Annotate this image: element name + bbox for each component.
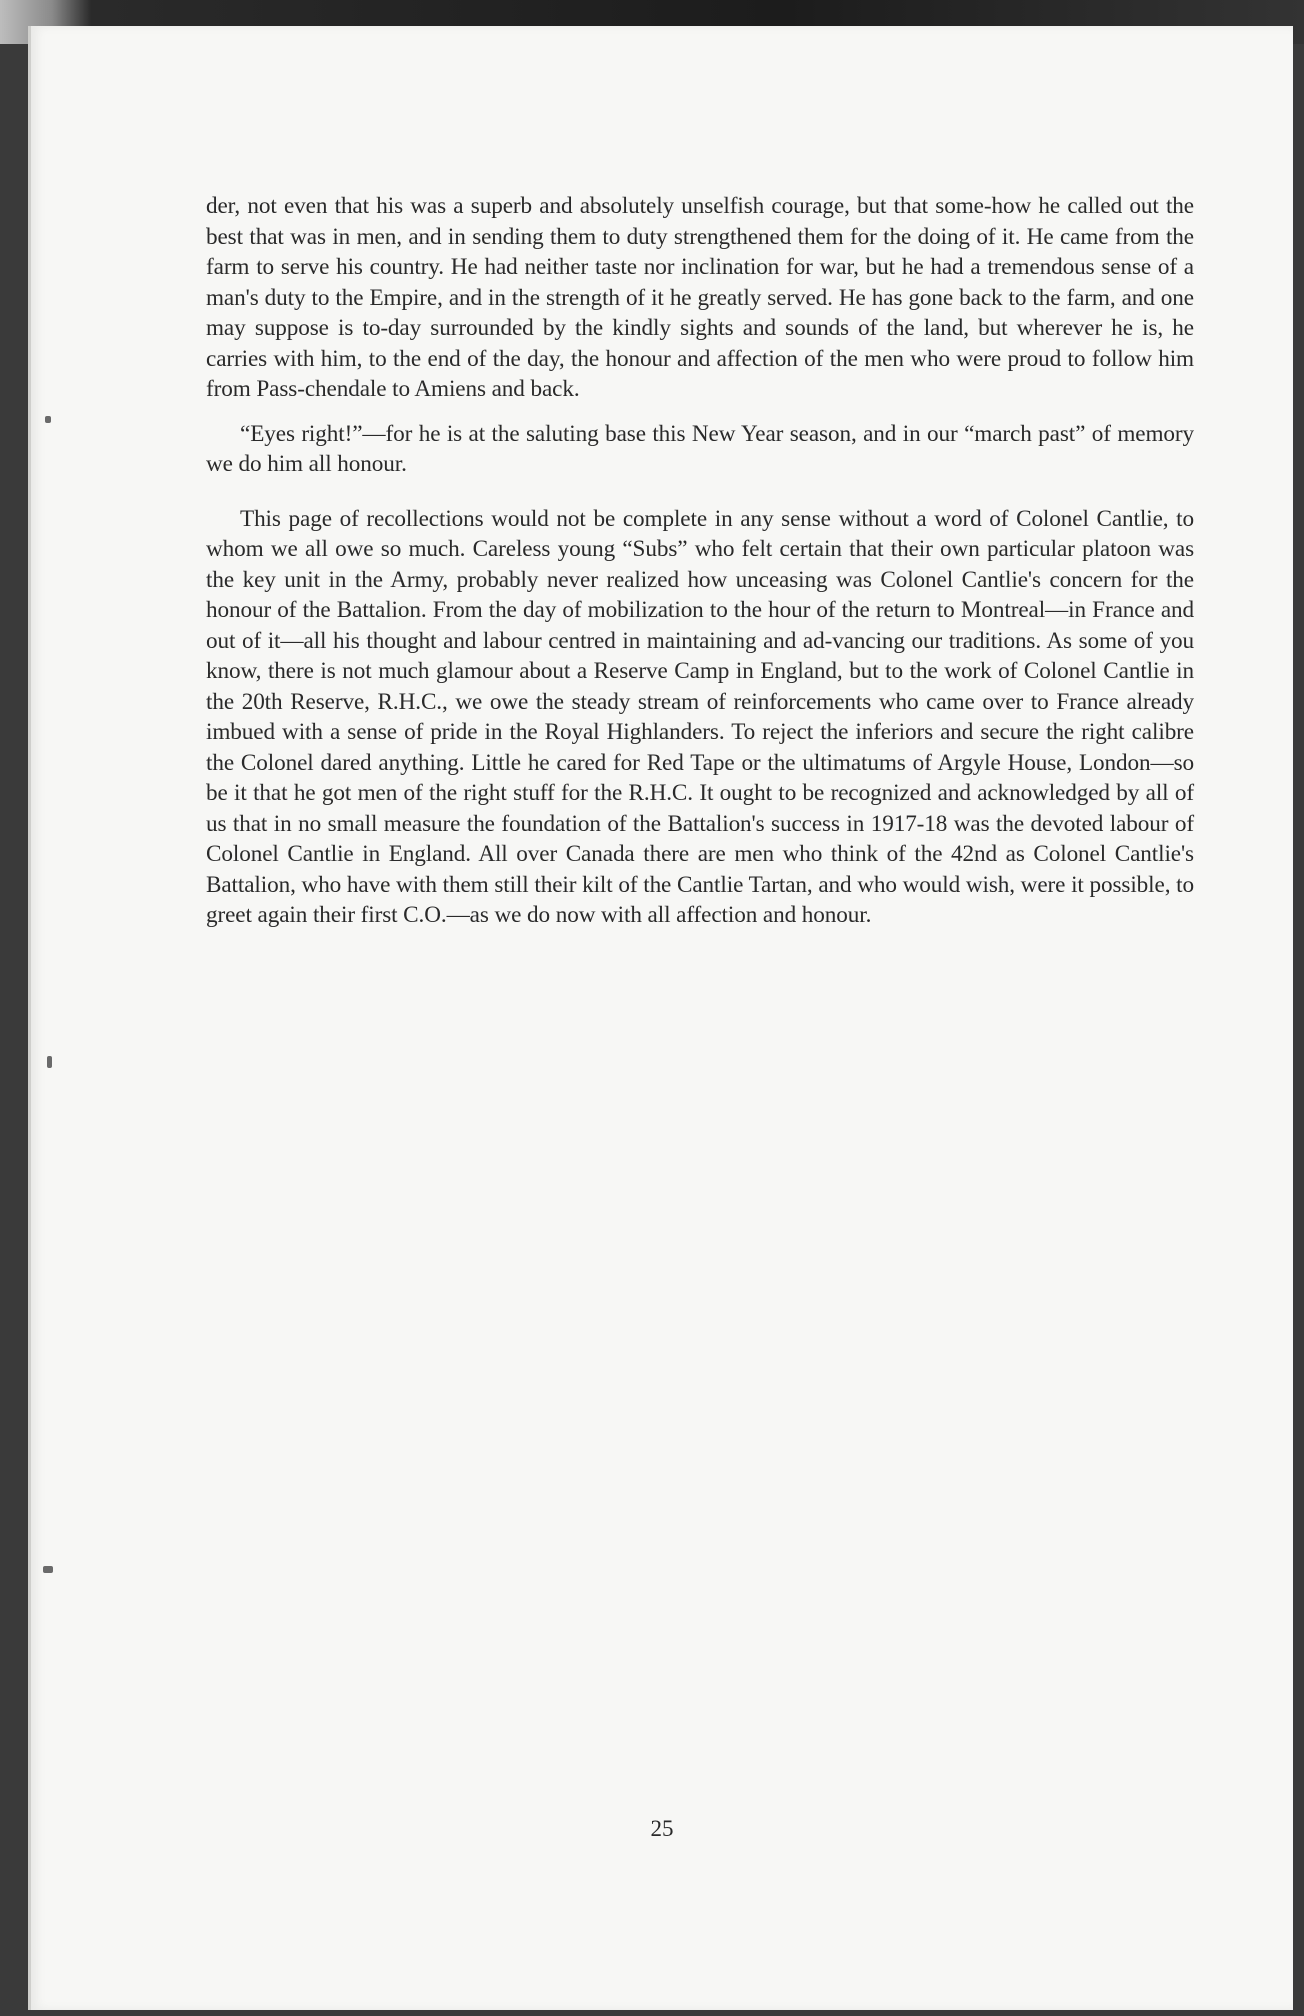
paragraph-continued: der, not even that his was a superb and absolutely unselfish courage, but that some-how he called out the best that was in men, and in sending them to duty strengthened them for the doing of it. He came from the farm to serve his country. He had neither taste nor inclination for war, but he had a tremendous sense of a man's duty to the Empire, and in the strength of it he greatly served. He has gone back to the farm, and one may suppose is to-day surrounded by the kindly sights and sounds of the land, but wherever he is, he carries with him, to the end of the day, the honour and affection of the men who were proud to follow him from Pass-chendale to Amiens and back. [206,193,1194,402]
paragraph-colonel-cantlie: This page of recollections would not be complete in any sense without a word of Colonel Cantlie, to whom we all owe so much. Careless young “Subs” who felt certain that their own particular platoon was the key unit in the Army, probably never realized how unceasing was Colonel Cantlie's concern for the honour of the Battalion. From the day of mobilization to the hour of the return to Montreal—in France and out of it—all his thought and labour centred in maintaining and ad-vancing our traditions. As some of you know, there is not much glamour about a Reserve Camp in England, but to the work of Colonel Cantlie in the 20th Reserve, R.H.C., we owe the steady stream of reinforcements who came over to France already imbued with a sense of pride in the Royal Highlanders. To reject the inferiors and secure the right calibre the Colonel dared anything. Little he cared for Red Tape or the ultimatums of Argyle House, London—so be it that he got men of the right stuff for the R.H.C. It ought to be recognized and acknowledged by all of us that in no small measure the foundation of the Battalion's success in 1917-18 was the devoted labour of Colonel Cantlie in England. All over Canada there are men who think of the 42nd as Colonel Cantlie's Battalion, who have with them still their kilt of the Cantlie Tartan, and who would wish, were it possible, to greet again their first C.O.—as we do now with all affection and honour. [206,505,1194,928]
binding-mark-3 [43,1566,53,1573]
binding-mark-2 [47,1056,52,1068]
page-body [206,191,1194,931]
paragraph-eyes-right: “Eyes right!”—for he is at the saluting base this New Year season, and in our “march past” of memory we do him all honour. [206,420,1194,477]
binding-mark-1 [45,416,51,423]
book-page [28,26,1293,2010]
page-number: 25 [650,1816,674,1841]
